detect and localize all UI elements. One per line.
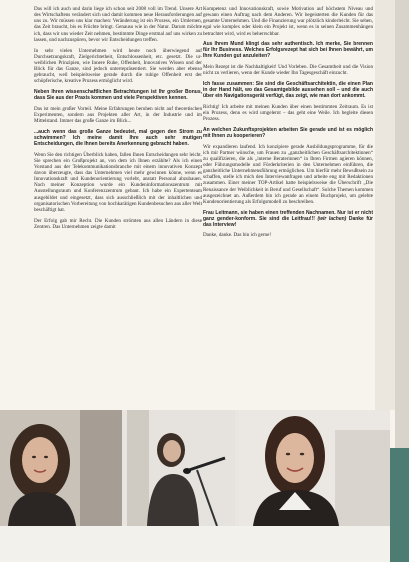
portrait-dark-hair-woman-image: [0, 410, 122, 526]
interview-question: An welchen Zukunftsprojekten arbeiten Sie gerade und ist es möglich mit Ihnen zu kooperieren?: [203, 126, 373, 139]
paragraph: In sehr vielen Unternehmen wird heute noch überwiegend auf Durchsetzungskraft, Zielgerichtetheit, Entschlossenheit, etc. gesetzt. Die ur-weiblichen Prinzipien, wie Innere Ruhe, Offenheit, Innovatives Wissen und der Blick für das Ganze, sind jedoch unterrepräsentiert. Sie werden aber ebenso gebraucht, weil beispielsweise gerade durch die ruhige Offenheit erst der schöpferische, kreative Prozess ermöglicht wird.: [34, 47, 202, 85]
interview-question-closing: [203, 210, 373, 228]
speaker-at-microphone-image: [127, 410, 235, 526]
speaker-photo: [127, 410, 235, 526]
interview-question: ...auch wenn das große Ganze bedeutet, mal gegen den Strom zu schwimmen? Ich meine damit Ihre auch sehr mutigen Entscheidungen, die Ihnen bereits Anerkennung gebracht haben.: [34, 128, 202, 147]
portrait-photo-3: [239, 410, 390, 526]
aside-text: (wir lachen): [317, 215, 347, 222]
portrait-smiling-woman-image: [239, 410, 390, 526]
paragraph: Der Erfolg gab mir Recht. Die Kunden strömten aus allen Ländern in diese Zentren. Das Unternehmen zeigte damit: [34, 217, 202, 230]
page-accent-bar: [387, 448, 409, 562]
paragraph: Wenn Sie den richtigen Überblick haben, fallen Ihnen Entscheidungen sehr leicht. Sie sprechen ein Großprojekt an, von dem ich Ihnen erzählte? Als ich einen Vorstand aus der Telekommunikationsbranche mit einem innovativen Konzept davon überzeugte, dass das Unternehmen viel mehr gewinnen könne, wenn es Innovationskraft und Kundenorientierung vorlebt, anstatt Personal abzubauen. Nach meiner Konzeption wurde ein Kundeninformationszentrum mit Ausstellungsraum und Konferenzzentrum gebaut. Ich habe ein Expertenteam ausgebildet und eingesetzt, dass sich ausschließlich mit der inhaltlichen und organisatorischen Vorbereitung von hochkarätigen Kundenbesuchen aus aller Welt beschäftigt hat.: [34, 151, 202, 213]
paragraph: Danke, danke. Das bin ich gerne!: [203, 232, 272, 239]
left-text-column: [34, 6, 202, 235]
interview-question: Neben Ihren wissenschaftlichen Betrachtungen ist Ihr großer Bonus, dass Sie aus der Praxis kommen und viele Perspektiven kennen.: [34, 89, 202, 102]
paragraph: Kompetenz und Innovationskraft, sowie Motivation auf höchstem Niveau und gewann einen Auftrag nach dem Anderen. Wir begeisterten die Kunden für das gesamte Unternehmen. Und die Finanzierung war plötzlich kinderleicht. Sie sehen, egal wie komplex oder klein ein Projekt ist, wenn es in seinen Zusammenhängen betrachtet wird, wird es beherrschbar.: [203, 6, 373, 37]
question-text: Frau Leitmann, sie haben einen treffenden Nachnamen. Nur ist er nicht ganz gender-konform. Sie sind die Leitfrau!!!: [203, 209, 373, 222]
interview-question: Aus Ihrem Mund klingt das sehr authentisch. Ich merke, Sie brennen für Ihr Business. Welches Erfolgsrezept hat sich bei Ihnen bewährt, um Ihre Kunden gut anzuleiten?: [203, 41, 373, 60]
paragraph: Das will ich auch und darin liege ich schon seit 2008 voll im Trend. Unsere Art des Wirtschaftens verändert sich und damit kommen neue Herausforderungen auf uns zu. Wir müssen uns klar machen: Veränderung ist ein Prozess, ein Umlernen, das Zeit braucht, bis es Früchte bringt. Genauso wie in der Natur. Darum möchte ich, dass wir uns wieder Zeit nehmen, bestimmte Dinge erstmal auf uns wirken zu lassen, und nachzuspüren, bevor wir Entscheidungen treffen.: [34, 6, 202, 43]
thanks-text: Danke für das Interview!: [203, 215, 373, 228]
page-edge-tab: [375, 0, 395, 410]
paragraph: Wir expandieren laufend. Ich konzipiere gerade Ausbildungsprogramme, für die ich mir Partner wünsche, um Frauen zu „ganzheitlichen Geschäftsarchitektinnen“ zu qualifizieren, die als „interne Beraterinnen“ in Ihren Firmen agieren können, oder Führungsmodelle und Förderkriterien in den Unternehmen einführen, die ganzheitliche Unternehmensführung ermöglichen. Um hierfür mehr Bewußtsein zu schaffen, stelle ich mich den Interviewanfragen und arbeite eng mit Redaktionen zusammen. Einer meiner TOP-Artikel hatte beispielsweise die Überschrift „Die Renaissance der Weiblichkeit in Beruf und Gesellschaft“. Solche Themen kommen ausgezeichnet an. Außerdem bin ich gerade an einem Buchprojekt, um gelebte Kundenorientierung als Erfolgsmodell zu beschreiben.: [203, 143, 373, 205]
right-text-column: [203, 6, 373, 243]
page-footer-band: [0, 526, 390, 562]
paragraph: Das ist mein großer Vorteil. Meine Erfahrungen beruhen nicht auf theoretischen Experimenten, sondern aus Projekten aller Art, in der Industrie und im Mittelstand. Immer das große Ganze im Blick...: [34, 105, 202, 125]
interview-question: Ich fasse zusammen: Sie sind die Geschäftsarchitektin, die einen Plan in der Hand hält, wo das Gesamtgebilde aussehen soll – und die auch über ein Navigationsgerät verfügt, das zeigt, wie man dort ankommt.: [203, 81, 373, 100]
paragraph: Mein Rezept ist die Nachhaltigkeit! Und Vorleben. Die Gesamtheit und die Vision nicht zu verlieren, wenn der Kunde wieder Ihn Tagesgeschäft einzucht.: [203, 64, 373, 77]
portrait-photo-1: [0, 410, 122, 526]
paragraph: Richtig! Ich arbeite mit meinen Kunden über einen bestimmten Zeitraum. Es ist ein Prozess, denn es wird umgelernt – das geht eine Weile. Ich begleite diesen Prozess.: [203, 103, 373, 123]
